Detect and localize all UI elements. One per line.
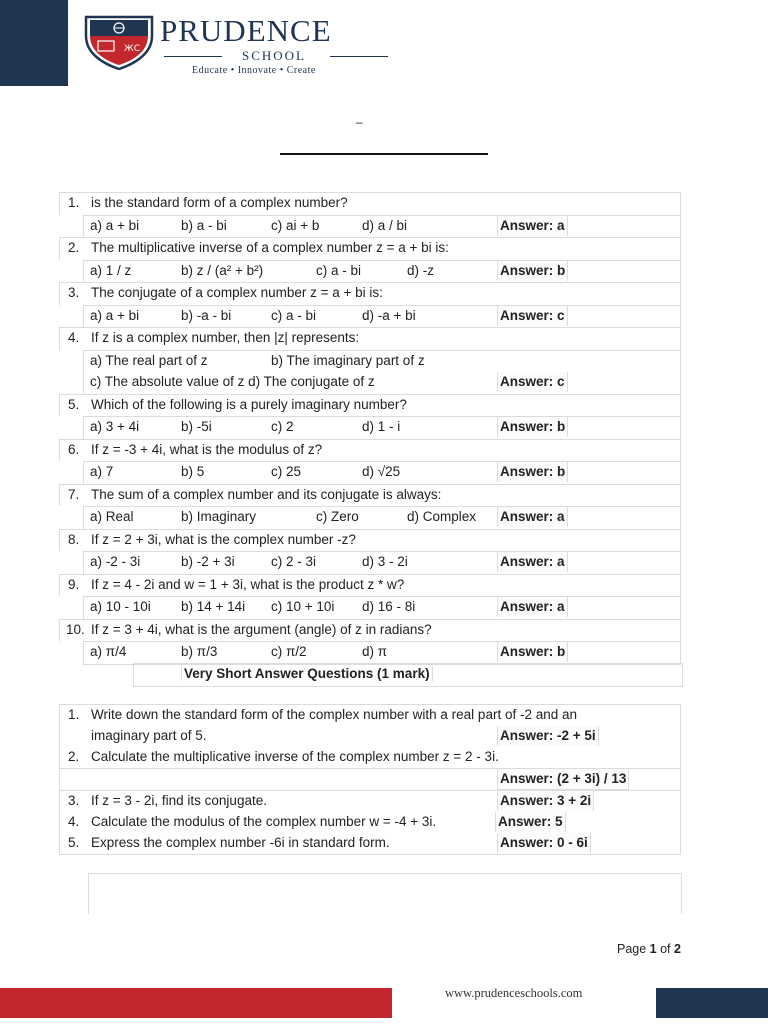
brand-sub: SCHOOL: [160, 48, 388, 64]
options-row: a) a + bi b) a - bi c) ai + b d) a / bi Answer: a: [83, 215, 681, 238]
answer-label: Answer: 3 + 2i: [497, 791, 594, 811]
question-row: 5. Which of the following is a purely imaginary number?: [59, 394, 681, 417]
title-dash: –: [356, 115, 363, 129]
question-text: Write down the standard form of the complex number with a real part of -2 and an: [91, 707, 577, 722]
footer-red-bar: [0, 988, 392, 1018]
page-number: Page 1 of 2: [617, 942, 681, 956]
options-row: a) π/4 b) π/3 c) π/2 d) π Answer: b: [83, 641, 681, 665]
question-row: 4. Calculate the modulus of the complex number w = -4 + 3i. Answer: 5: [59, 812, 681, 833]
answer-label: Answer: a: [497, 507, 568, 527]
answer-label: Answer: (2 + 3i) / 13: [497, 768, 629, 790]
question-text: The sum of a complex number and its conjugate is always:: [91, 486, 442, 502]
answer-label: Answer: b: [497, 462, 568, 482]
options-row: a) Real b) Imaginary c) Zero d) Complex Answer: a: [83, 506, 681, 529]
answer-row: [59, 768, 681, 790]
question-row: 3. If z = 3 - 2i, find its conjugate. Answer: 3 + 2i: [59, 790, 681, 812]
question-text: Which of the following is a purely imaginary number?: [91, 396, 407, 412]
question-text: Calculate the modulus of the complex number w = -4 + 3i.: [91, 814, 437, 829]
shield-text: ЖС: [124, 44, 140, 54]
answer-label: Answer: 5: [495, 812, 566, 832]
answer-label: Answer: 0 - 6i: [497, 833, 591, 853]
answer-label: Answer: c: [497, 372, 568, 392]
question-row: 3. The conjugate of a complex number z = a + bi is:: [59, 282, 681, 305]
blank-answer-box: [88, 873, 682, 914]
answer-label: Answer: a: [497, 552, 568, 572]
question-row: 2. The multiplicative inverse of a complex number z = a + bi is:: [59, 237, 681, 260]
question-text: If z is a complex number, then |z| represents:: [91, 330, 360, 345]
question-row: 1. Write down the standard form of the complex number with a real part of -2 and an: [59, 704, 681, 726]
footer-navy-bar: [656, 988, 768, 1018]
question-text: The conjugate of a complex number z = a + bi is:: [91, 285, 383, 300]
school-logo: [84, 14, 394, 74]
question-text: The multiplicative inverse of a complex number z = a + bi is:: [91, 240, 449, 255]
mcq-table: [59, 192, 681, 665]
title-underline: [280, 153, 488, 155]
brand-name: PRUDENCE: [160, 13, 332, 48]
options-row: a) 10 - 10i b) 14 + 14i c) 10 + 10i d) 16 - 8i Answer: a: [83, 596, 681, 619]
answer-label: Answer: b: [497, 642, 568, 662]
options-row: a) The real part of z b) The imaginary part of z c) The absolute value of z d) The conjugate of z Answer: c: [83, 350, 681, 394]
question-text: If z = 3 + 4i, what is the argument (angle) of z in radians?: [91, 621, 432, 637]
answer-label: Answer: b: [497, 261, 568, 281]
answer-label: Answer: a: [497, 597, 568, 617]
question-text: Calculate the multiplicative inverse of the complex number z = 2 - 3i.: [91, 749, 499, 764]
options-row: a) a + bi b) -a - bi c) a - bi d) -a + bi Answer: c: [83, 305, 681, 328]
question-text: If z = 2 + 3i, what is the complex number -z?: [91, 531, 356, 547]
question-row: 10. If z = 3 + 4i, what is the argument (angle) of z in radians?: [59, 619, 681, 642]
options-row: a) 3 + 4i b) -5i c) 2 d) 1 - i Answer: b: [83, 416, 681, 439]
question-text: If z = 4 - 2i and w = 1 + 3i, what is the product z * w?: [91, 576, 405, 592]
question-row: 7. The sum of a complex number and its conjugate is always:: [59, 484, 681, 507]
question-row: 2. Calculate the multiplicative inverse of the complex number z = 2 - 3i.: [59, 747, 681, 768]
question-text: Express the complex number -6i in standard form.: [91, 835, 390, 850]
answer-label: Answer: -2 + 5i: [497, 726, 599, 746]
shield-icon: [84, 14, 154, 70]
question-row: 6. If z = -3 + 4i, what is the modulus of z?: [59, 439, 681, 462]
question-row: 1. is the standard form of a complex number?: [59, 192, 681, 215]
question-text: If z = -3 + 4i, what is the modulus of z?: [91, 441, 323, 457]
brand-tagline: Educate • Innovate • Create: [192, 65, 316, 76]
options-row: a) 1 / z b) z / (a² + b²) c) a - bi d) -z Answer: b: [83, 260, 681, 283]
footer-website: www.prudenceschools.com: [445, 986, 583, 1000]
section-title: Very Short Answer Questions (1 mark): [181, 666, 433, 681]
question-row: 8. If z = 2 + 3i, what is the complex number -z?: [59, 529, 681, 552]
header-navy-block: [0, 0, 68, 86]
question-row-cont: imaginary part of 5. Answer: -2 + 5i: [59, 726, 681, 747]
options-row: a) -2 - 3i b) -2 + 3i c) 2 - 3i d) 3 - 2i Answer: a: [83, 551, 681, 574]
question-row: 5. Express the complex number -6i in standard form. Answer: 0 - 6i: [59, 833, 681, 855]
answer-label: Answer: c: [497, 306, 568, 326]
short-answer-table: [59, 704, 681, 855]
question-row: 4. If z is a complex number, then |z| represents:: [59, 327, 681, 350]
answer-label: Answer: b: [497, 417, 568, 437]
question-row: 9. If z = 4 - 2i and w = 1 + 3i, what is the product z * w?: [59, 574, 681, 597]
question-text: If z = 3 - 2i, find its conjugate.: [91, 793, 267, 808]
options-row: a) 7 b) 5 c) 25 d) √25 Answer: b: [83, 461, 681, 484]
section-header: [133, 663, 683, 687]
answer-label: Answer: a: [497, 216, 568, 236]
question-text: is the standard form of a complex number?: [91, 195, 348, 210]
